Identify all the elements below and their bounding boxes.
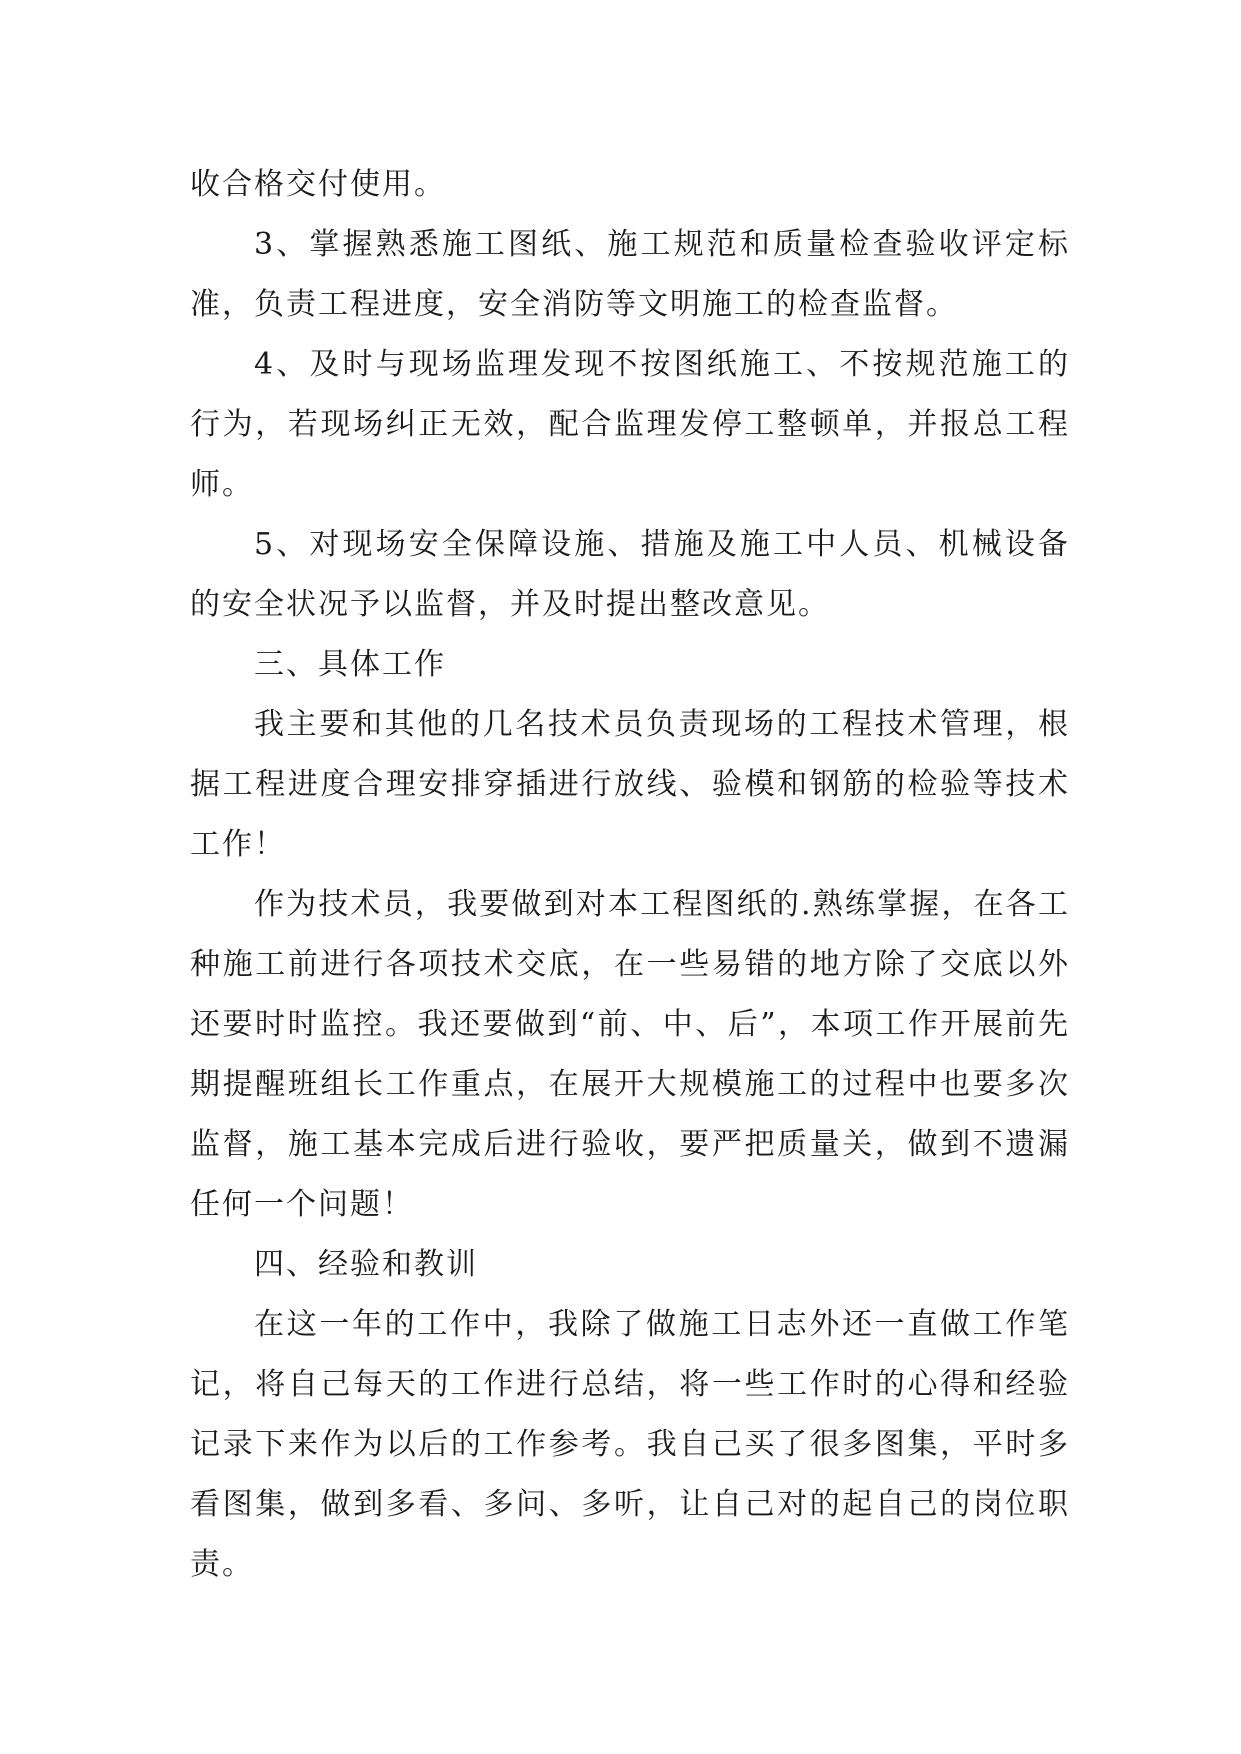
paragraph-experience: 在这一年的工作中，我除了做施工日志外还一直做工作笔记，将自己每天的工作进行总结，将一些工作时的心得和经验记录下来作为以后的工作参考。我自己买了很多图集，平时多看图集，做到多看、多问、多听，让自己对的起自己的岗位职责。 — [190, 1307, 1070, 1582]
paragraph-item-3: 3、掌握熟悉施工图纸、施工规范和质量检查验收评定标准，负责工程进度，安全消防等文明施工的检查监督。 — [190, 227, 1070, 322]
section-heading-experience: 四、经验和教训 — [254, 1247, 478, 1282]
paragraph-continuation: 收合格交付使用。 — [190, 167, 446, 202]
document-body — [190, 155, 1070, 1595]
paragraph-technician-duties: 作为技术员，我要做到对本工程图纸的.熟练掌握，在各工种施工前进行各项技术交底，在一些易错的地方除了交底以外还要时时监控。我还要做到“前、中、后”，本项工作开展前先期提醒班组长工作重点，在展开大规模施工的过程中也要多次监督，施工基本完成后进行验收，要严把质量关，做到不遗漏任何一个问题！ — [190, 887, 1070, 1222]
paragraph-specific-work: 我主要和其他的几名技术员负责现场的工程技术管理，根据工程进度合理安排穿插进行放线、验模和钢筋的检验等技术工作！ — [190, 707, 1070, 862]
paragraph-item-5: 5、对现场安全保障设施、措施及施工中人员、机械设备的安全状况予以监督，并及时提出整改意见。 — [190, 527, 1070, 622]
section-heading-specific-work: 三、具体工作 — [254, 647, 446, 682]
paragraph-item-4: 4、及时与现场监理发现不按图纸施工、不按规范施工的行为，若现场纠正无效，配合监理发停工整顿单，并报总工程师。 — [190, 347, 1070, 502]
